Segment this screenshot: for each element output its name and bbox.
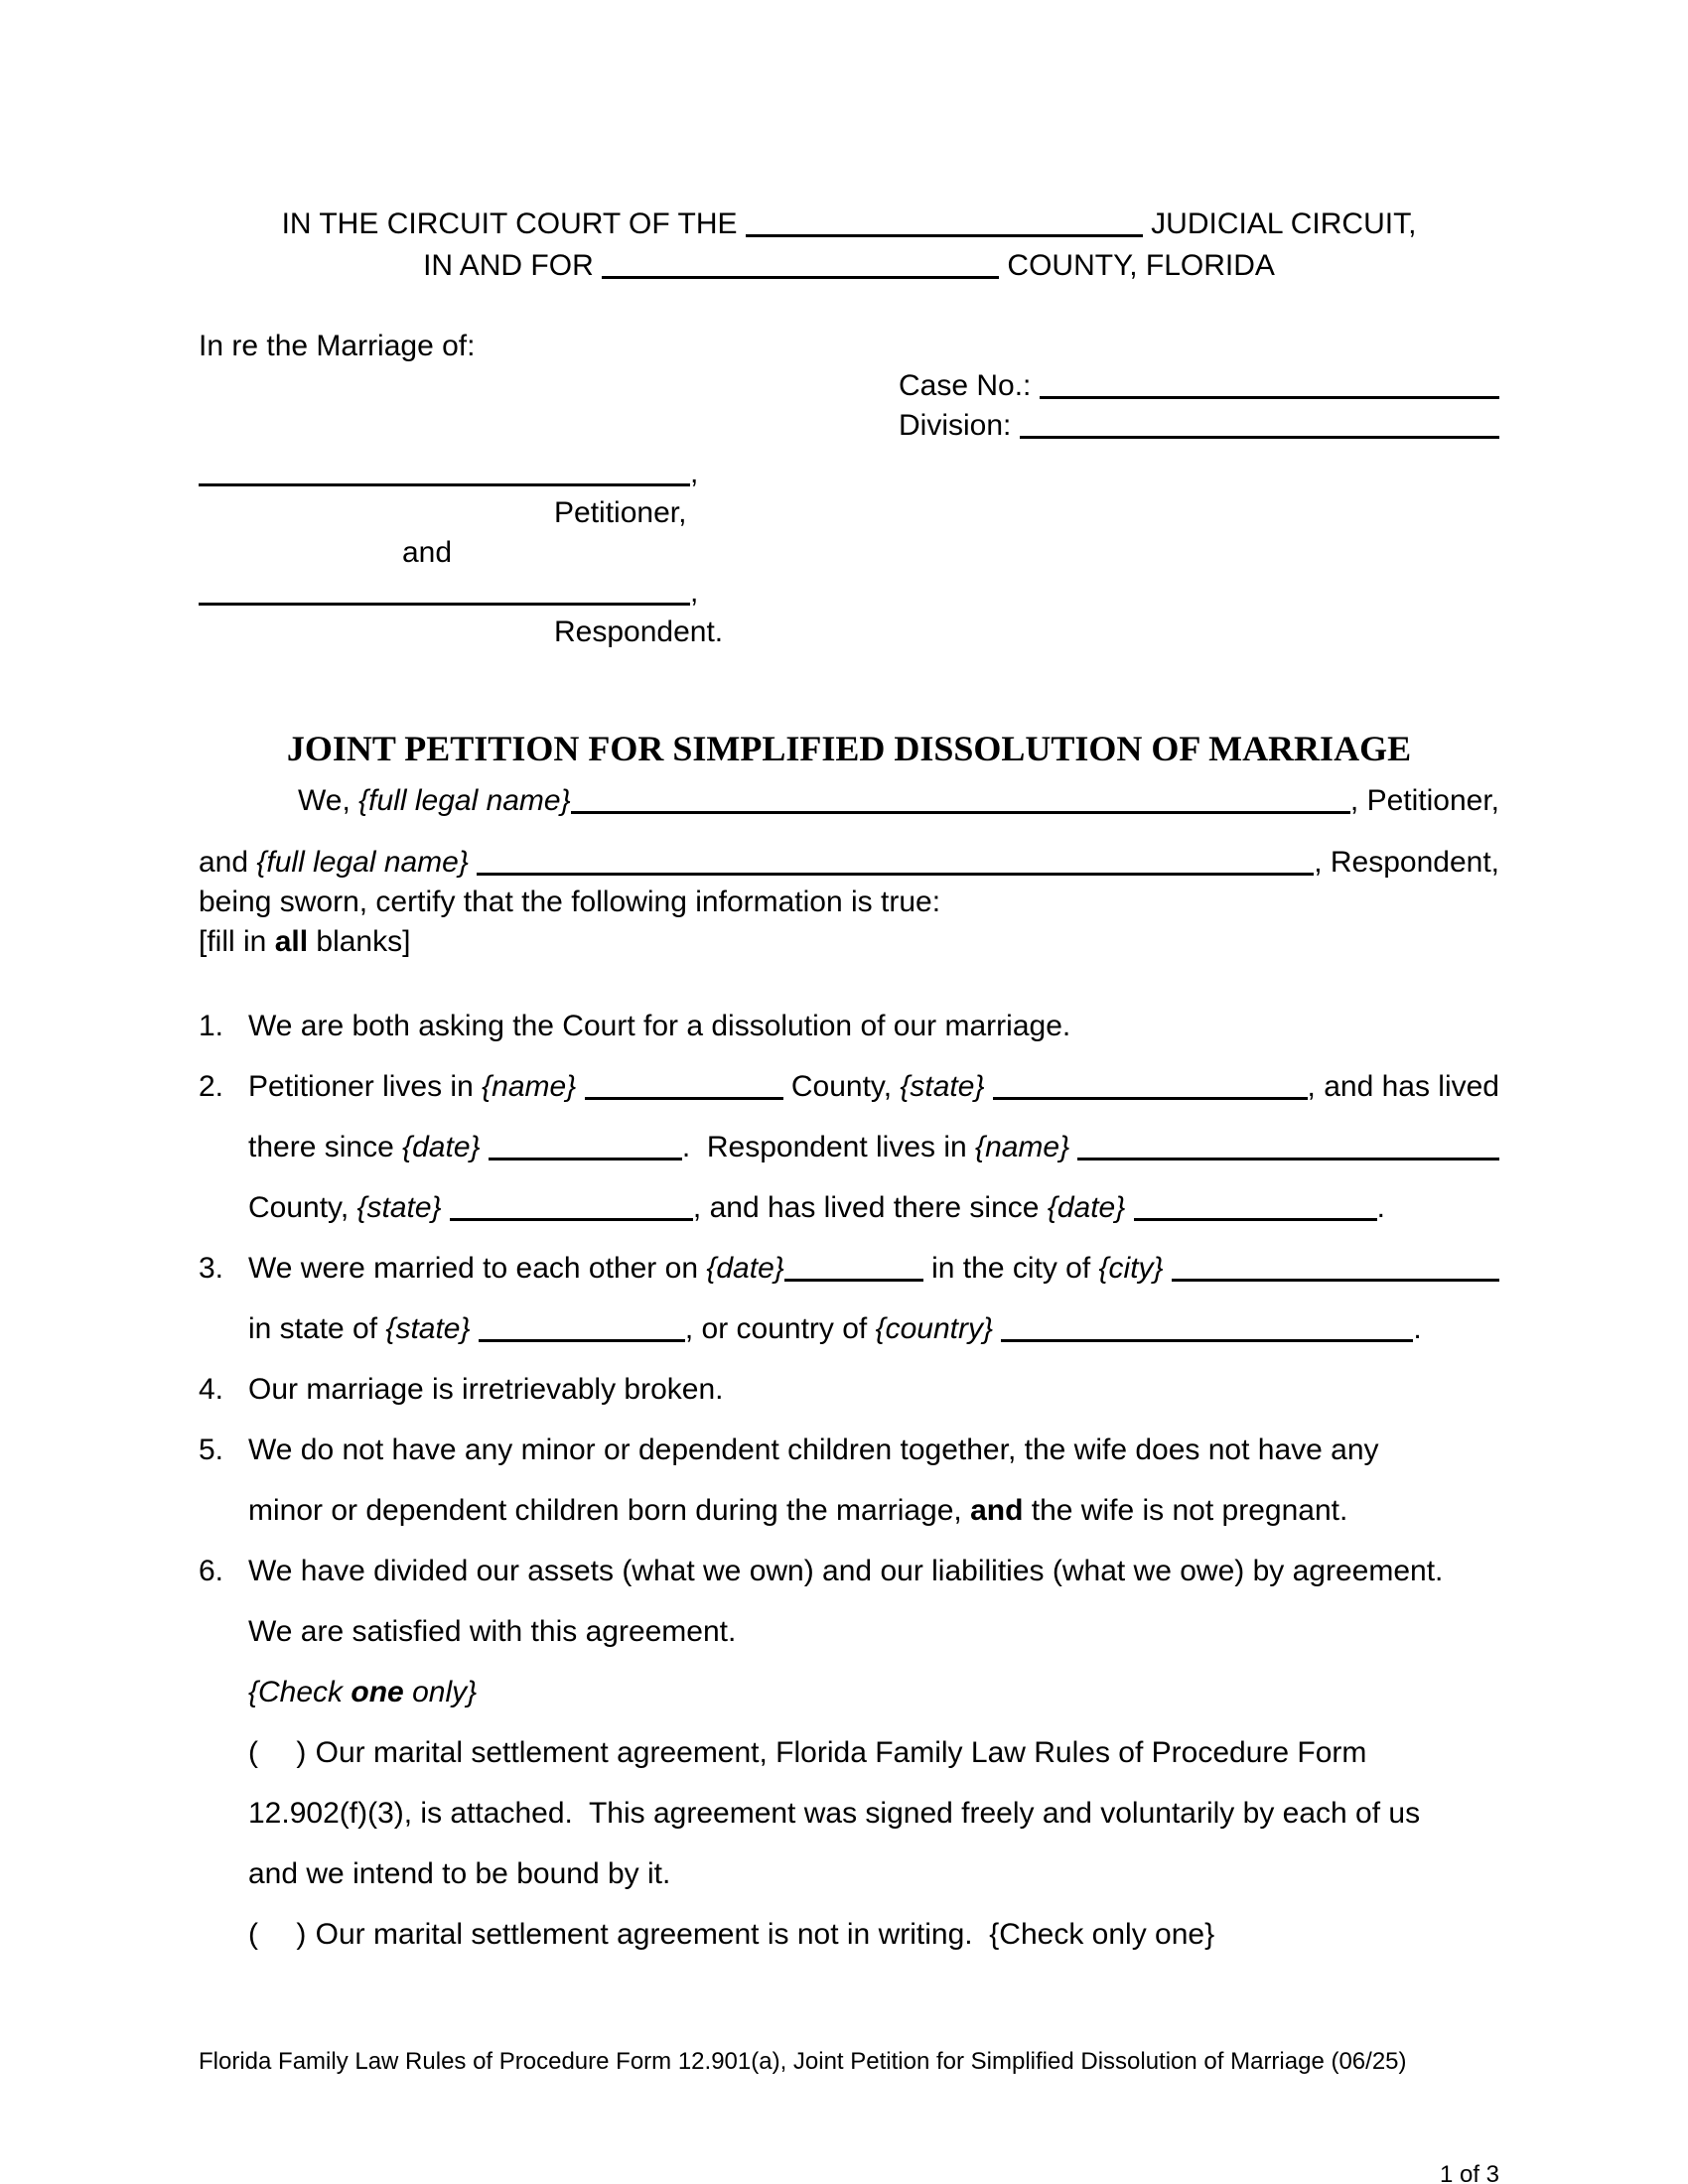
text-segment: one — [351, 1676, 404, 1708]
blank-petitioner-county-name[interactable] — [585, 1096, 783, 1100]
page-footer — [199, 1968, 1499, 2184]
text-segment: JUDICIAL CIRCUIT, — [1142, 207, 1417, 240]
in-re-line — [199, 327, 1499, 366]
item-number: 1. — [199, 1010, 224, 1042]
blank-case-number[interactable] — [1040, 395, 1499, 399]
intro-certify-line — [199, 883, 1499, 922]
and-label — [199, 533, 1499, 573]
text-segment: COUNTY, FLORIDA — [999, 249, 1275, 282]
text-segment: and we intend to be bound by it. — [248, 1857, 671, 1890]
text-segment: IN AND FOR — [423, 249, 603, 282]
text-segment: County, — [782, 1070, 901, 1103]
text-segment: We are satisfied with this agreement. — [248, 1615, 737, 1648]
case-number-line — [199, 366, 1499, 406]
text-segment: In re the Marriage of: — [199, 330, 476, 362]
text-segment: {name} — [482, 1070, 577, 1103]
item-6-line-1 — [199, 1541, 1499, 1601]
text-segment: {date} — [706, 1252, 784, 1285]
text-segment: Petitioner lives in — [248, 1070, 483, 1103]
text-segment: , and has lived there since — [692, 1191, 1048, 1224]
item-3-line-2 — [199, 1298, 1499, 1359]
text-segment: IN THE CIRCUIT COURT OF THE — [281, 207, 746, 240]
blank-respondent-county-name[interactable] — [1077, 1157, 1499, 1160]
blank-marriage-state[interactable] — [479, 1338, 685, 1342]
text-segment: We have divided our assets (what we own) and our liabilities (what we owe) by agreement. — [248, 1555, 1444, 1587]
blank-petitioner-name[interactable] — [199, 482, 690, 486]
text-segment — [984, 1056, 992, 1117]
text-segment: Respondent. — [554, 615, 724, 648]
intro-respondent-line — [199, 843, 1499, 883]
item-2-line-1 — [199, 1056, 1499, 1117]
text-segment — [1164, 1238, 1172, 1298]
respondent-name-line — [199, 573, 1499, 613]
text-segment: 12.902(f)(3), is attached. This agreement was signed freely and voluntarily by each of us — [248, 1797, 1421, 1830]
form-title — [199, 724, 1499, 773]
item-3-line-1 — [199, 1238, 1499, 1298]
petitioner-label — [199, 493, 1499, 533]
text-segment: Division: — [899, 409, 1020, 442]
blank-respondent-state[interactable] — [450, 1217, 693, 1221]
text-segment: minor or dependent children born during the marriage, — [248, 1494, 971, 1527]
text-segment: , Respondent, — [1314, 846, 1499, 879]
blank-petitioner-state[interactable] — [993, 1096, 1308, 1100]
court-header-line-1 — [199, 204, 1499, 245]
text-segment: {state} — [385, 1312, 471, 1345]
blank-petitioner-full-legal-name[interactable] — [571, 810, 1350, 814]
text-segment: {country} — [875, 1312, 994, 1345]
fill-in-blanks-note — [199, 922, 1499, 962]
item-6-line-2 — [199, 1601, 1499, 1662]
text-segment: {date} — [1047, 1191, 1126, 1224]
blank-judicial-circuit[interactable] — [746, 233, 1143, 237]
intro-petitioner-line — [199, 781, 1499, 821]
text-segment — [1125, 1191, 1133, 1224]
checkbox-agreement-not-in-writing[interactable]: ( ) — [248, 1918, 308, 1951]
blank-marriage-country[interactable] — [1001, 1338, 1413, 1342]
text-segment: . — [1413, 1312, 1422, 1345]
item-1 — [199, 996, 1499, 1056]
item-number: 5. — [199, 1433, 224, 1466]
option-agreement-attached-line-3 — [199, 1843, 1499, 1904]
item-2-line-2 — [199, 1117, 1499, 1177]
text-segment: all — [274, 925, 309, 958]
court-header-line-2 — [199, 245, 1499, 287]
text-segment — [576, 1056, 584, 1117]
text-segment: being sworn, certify that the following information is true: — [199, 886, 941, 918]
text-segment: Petitioner, — [554, 496, 687, 529]
text-segment: {full legal name} — [256, 846, 469, 879]
item-4 — [199, 1359, 1499, 1420]
text-segment: and — [970, 1494, 1024, 1527]
text-segment: Our marriage is irretrievably broken. — [248, 1373, 724, 1406]
text-segment: {state} — [356, 1191, 442, 1224]
division-line — [199, 406, 1499, 446]
blank-respondent-since-date[interactable] — [1134, 1217, 1377, 1221]
text-segment: {Check — [248, 1676, 352, 1708]
blank-marriage-city[interactable] — [1172, 1278, 1499, 1282]
text-segment: {full legal name} — [358, 784, 571, 817]
text-segment: {city} — [1098, 1252, 1164, 1285]
checkbox-agreement-attached[interactable]: ( ) — [248, 1736, 308, 1769]
text-segment: in the city of — [922, 1252, 1099, 1285]
text-segment: blanks] — [308, 925, 411, 958]
item-number: 2. — [199, 1070, 224, 1103]
footer-form-reference: Florida Family Law Rules of Procedure Form 12.901(a), Joint Petition for Simplified Dissolution of Marriage (06/25) — [199, 2048, 1407, 2075]
text-segment: only} — [403, 1676, 478, 1708]
item-5-line-1 — [199, 1420, 1499, 1480]
item-number: 4. — [199, 1373, 224, 1406]
text-segment: . — [1376, 1191, 1385, 1224]
text-segment: {state} — [900, 1070, 985, 1103]
item-5-line-2 — [199, 1480, 1499, 1541]
option-agreement-attached-line-2 — [199, 1783, 1499, 1843]
text-segment: JOINT PETITION FOR SIMPLIFIED DISSOLUTION OF MARRIAGE — [286, 729, 1412, 768]
text-segment: , — [690, 457, 699, 489]
item-2-line-3 — [199, 1177, 1499, 1238]
item-number: 6. — [199, 1555, 224, 1587]
blank-petitioner-since-date[interactable] — [489, 1157, 682, 1160]
text-segment: We are both asking the Court for a dissolution of our marriage. — [248, 1010, 1071, 1042]
check-one-only-note — [199, 1662, 1499, 1722]
text-segment: We do not have any minor or dependent children together, the wife does not have any — [248, 1433, 1379, 1466]
text-segment: and — [402, 536, 453, 569]
text-segment: , Petitioner, — [1349, 784, 1499, 817]
item-number: 3. — [199, 1252, 224, 1285]
text-segment: {name} — [975, 1131, 1070, 1163]
document-body — [199, 204, 1499, 1965]
respondent-label — [199, 613, 1499, 652]
text-segment: County, — [248, 1191, 357, 1224]
option-agreement-attached-line-1 — [199, 1722, 1499, 1783]
text-segment — [471, 1312, 479, 1345]
option-agreement-not-in-writing — [199, 1904, 1499, 1965]
text-segment: Our marital settlement agreement is not in writing. {Check only one} — [307, 1918, 1215, 1951]
text-segment: , or country of — [684, 1312, 876, 1345]
text-segment: We, — [298, 784, 359, 817]
blank-marriage-date[interactable] — [784, 1278, 923, 1282]
text-segment: the wife is not pregnant. — [1023, 1494, 1348, 1527]
blank-division[interactable] — [1020, 435, 1499, 439]
text-segment: {date} — [402, 1131, 481, 1163]
text-segment: Our marital settlement agreement, Florida Family Law Rules of Procedure Form — [307, 1736, 1367, 1769]
petitioner-name-line — [199, 454, 1499, 493]
text-segment — [481, 1117, 489, 1177]
text-segment — [469, 843, 477, 883]
blank-county[interactable] — [602, 275, 999, 279]
text-segment: Case No.: — [899, 369, 1040, 402]
text-segment — [442, 1191, 450, 1224]
footer-page-number: 1 of 3 — [1439, 2161, 1499, 2184]
text-segment: , — [690, 576, 699, 609]
text-segment: there since — [248, 1131, 403, 1163]
text-segment: in state of — [248, 1312, 386, 1345]
text-segment: [fill in — [199, 925, 275, 958]
text-segment: We were married to each other on — [248, 1252, 707, 1285]
text-segment: , and has lived — [1307, 1070, 1499, 1103]
blank-respondent-name[interactable] — [199, 602, 690, 606]
text-segment — [993, 1312, 1001, 1345]
text-segment — [1069, 1117, 1077, 1177]
blank-respondent-full-legal-name[interactable] — [477, 872, 1314, 876]
text-segment: . Respondent lives in — [681, 1131, 976, 1163]
text-segment: and — [199, 846, 257, 879]
